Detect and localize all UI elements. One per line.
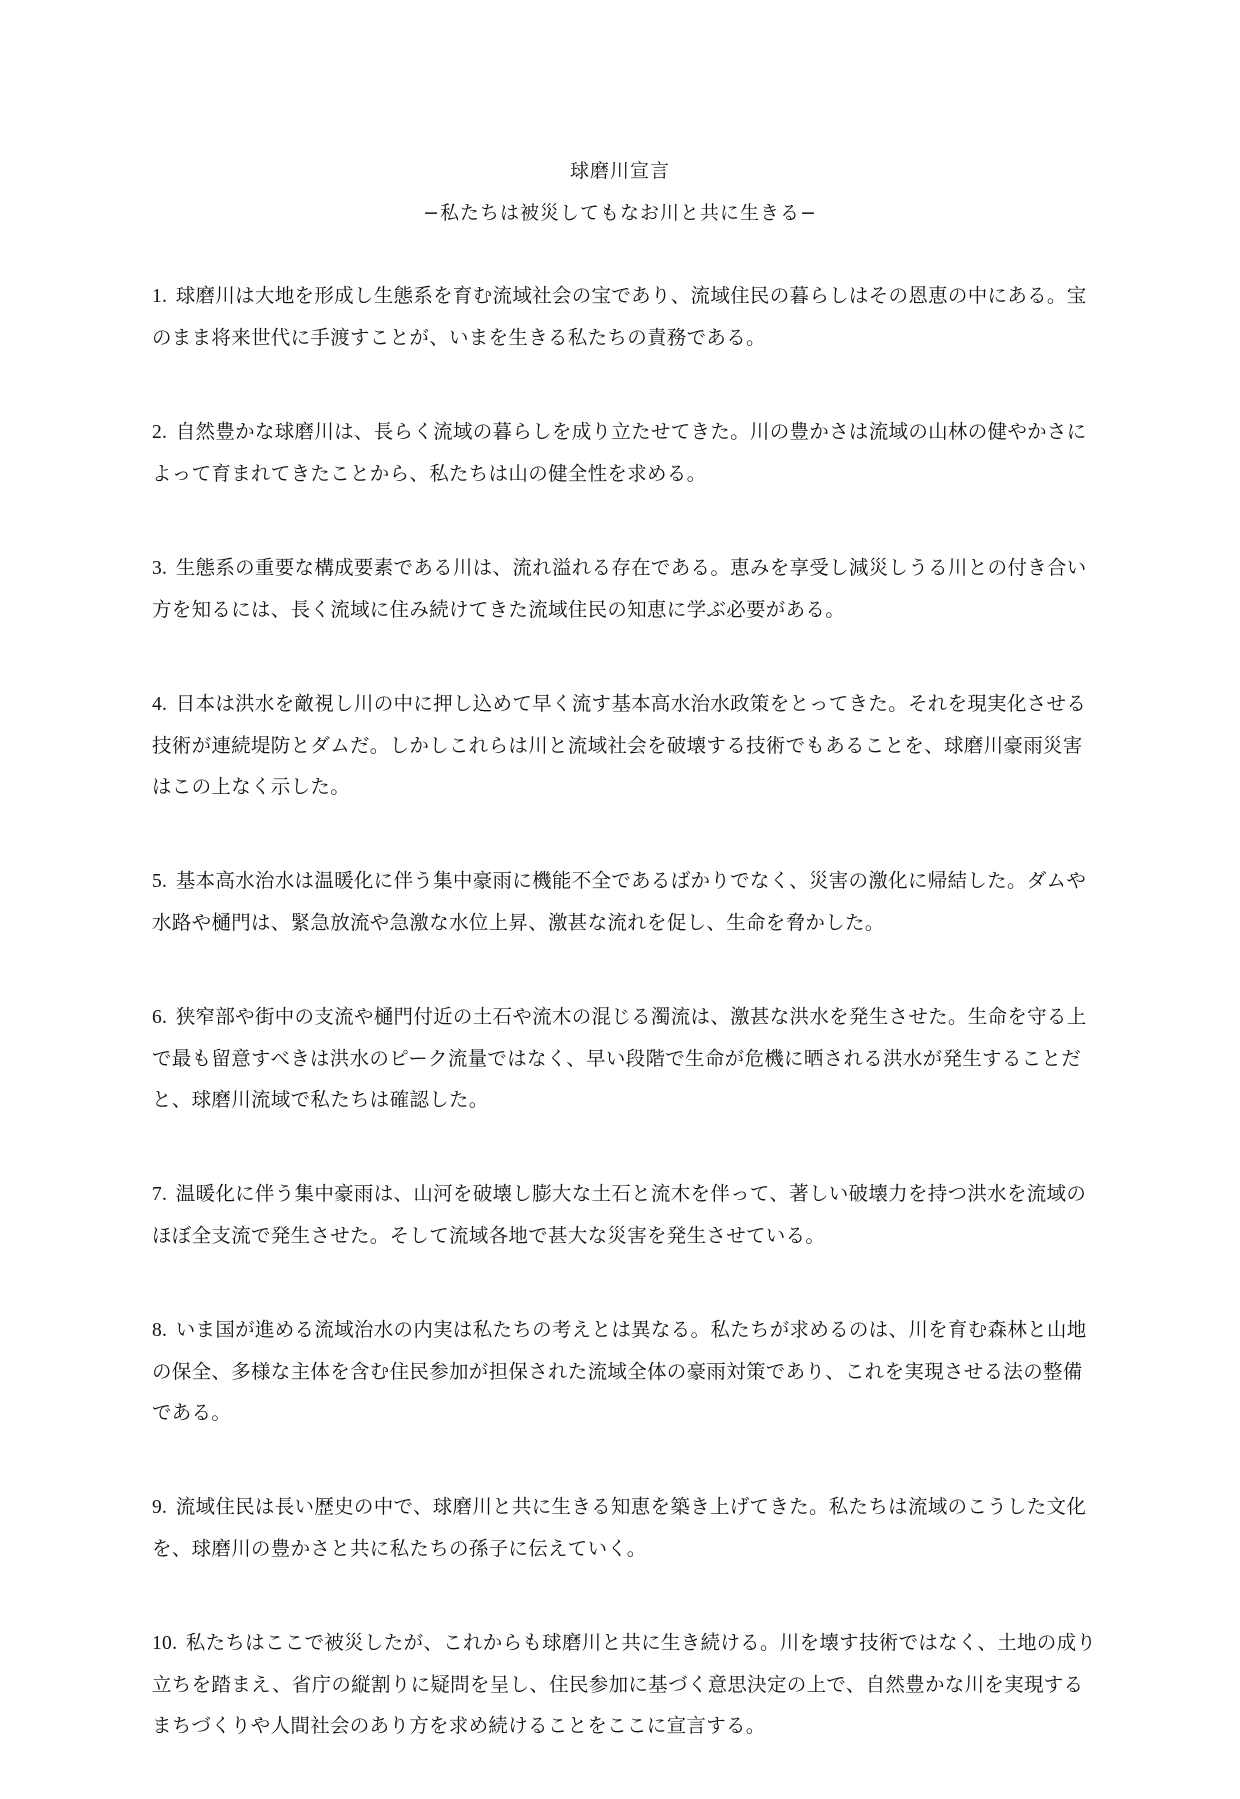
paragraph-3 [152, 547, 1097, 630]
paragraph-text: 基本高水治水は温暖化に伴う集中豪雨に機能不全であるばかりでなく、災害の激化に帰結した。ダムや水路や樋門は、緊急放流や急激な水位上昇、激甚な流れを促し、生命を脅かした。 [152, 869, 1087, 934]
title-block [0, 158, 1240, 226]
paragraph-text: 生態系の重要な構成要素である川は、流れ溢れる存在である。恵みを享受し減災しうる川との付き合い方を知るには、長く流域に住み続けてきた流域住民の知恵に学ぶ必要がある。 [152, 556, 1087, 621]
paragraph-text: 球磨川は大地を形成し生態系を育む流域社会の宝であり、流域住民の暮らしはその恩恵の中にある。宝のまま将来世代に手渡すことが、いまを生きる私たちの責務である。 [152, 284, 1087, 349]
paragraph-2 [152, 411, 1097, 494]
paragraph-number: 3. [152, 558, 168, 579]
paragraph-number: 4. [152, 694, 168, 715]
paragraph-number: 6. [152, 1007, 168, 1028]
paragraph-9 [152, 1486, 1097, 1569]
paragraph-8 [152, 1309, 1097, 1433]
paragraph-5 [152, 860, 1097, 943]
paragraph-number: 5. [152, 871, 168, 892]
paragraph-text: 狭窄部や街中の支流や樋門付近の土石や流木の混じる濁流は、激甚な洪水を発生させた。生命を守る上で最も留意すべきは洪水のピーク流量ではなく、早い段階で生命が危機に晒される洪水が発生することだと、球磨川流域で私たちは確認した。 [152, 1005, 1087, 1111]
declaration-body [152, 275, 1097, 1799]
paragraph-text: いま国が進める流域治水の内実は私たちの考えとは異なる。私たちが求めるのは、川を育む森林と山地の保全、多様な主体を含む住民参加が担保された流域全体の豪雨対策であり、これを実現させる法の整備である。 [152, 1318, 1087, 1424]
paragraph-6 [152, 996, 1097, 1120]
paragraph-text: 日本は洪水を敵視し川の中に押し込めて早く流す基本高水治水政策をとってきた。それを現実化させる技術が連続堤防とダムだ。しかしこれらは川と流域社会を破壊する技術でもあることを、球磨川豪雨災害はこの上なく示した。 [152, 692, 1087, 798]
paragraph-text: 自然豊かな球磨川は、長らく流域の暮らしを成り立たせてきた。川の豊かさは流域の山林の健やかさによって育まれてきたことから、私たちは山の健全性を求める。 [152, 420, 1087, 485]
paragraph-4 [152, 683, 1097, 807]
paragraph-1 [152, 275, 1097, 358]
paragraph-number: 1. [152, 286, 168, 307]
document-title: 球磨川宣言 [569, 160, 670, 182]
paragraph-text: 温暖化に伴う集中豪雨は、山河を破壊し膨大な土石と流木を伴って、著しい破壊力を持つ洪水を流域のほぼ全支流で発生させた。そして流域各地で甚大な災害を発生させている。 [152, 1182, 1087, 1247]
paragraph-text: 私たちはここで被災したが、これからも球磨川と共に生き続ける。川を壊す技術ではなく、土地の成り立ちを踏まえ、省庁の縦割りに疑問を呈し、住民参加に基づく意思決定の上で、自然豊かな川を実現するまちづくりや人間社会のあり方を求め続けることをここに宣言する。 [152, 1631, 1097, 1737]
paragraph-number: 2. [152, 422, 168, 443]
paragraph-number: 10. [152, 1633, 178, 1654]
paragraph-text: 流域住民は長い歴史の中で、球磨川と共に生きる知恵を築き上げてきた。私たちは流域のこうした文化を、球磨川の豊かさと共に私たちの孫子に伝えていく。 [152, 1495, 1087, 1560]
paragraph-number: 7. [152, 1184, 168, 1205]
paragraph-7 [152, 1173, 1097, 1256]
paragraph-10 [152, 1622, 1097, 1746]
document-subtitle: −私たちは被災してもなお川と共に生きる− [423, 202, 817, 224]
paragraph-number: 9. [152, 1497, 168, 1518]
paragraph-number: 8. [152, 1320, 168, 1341]
